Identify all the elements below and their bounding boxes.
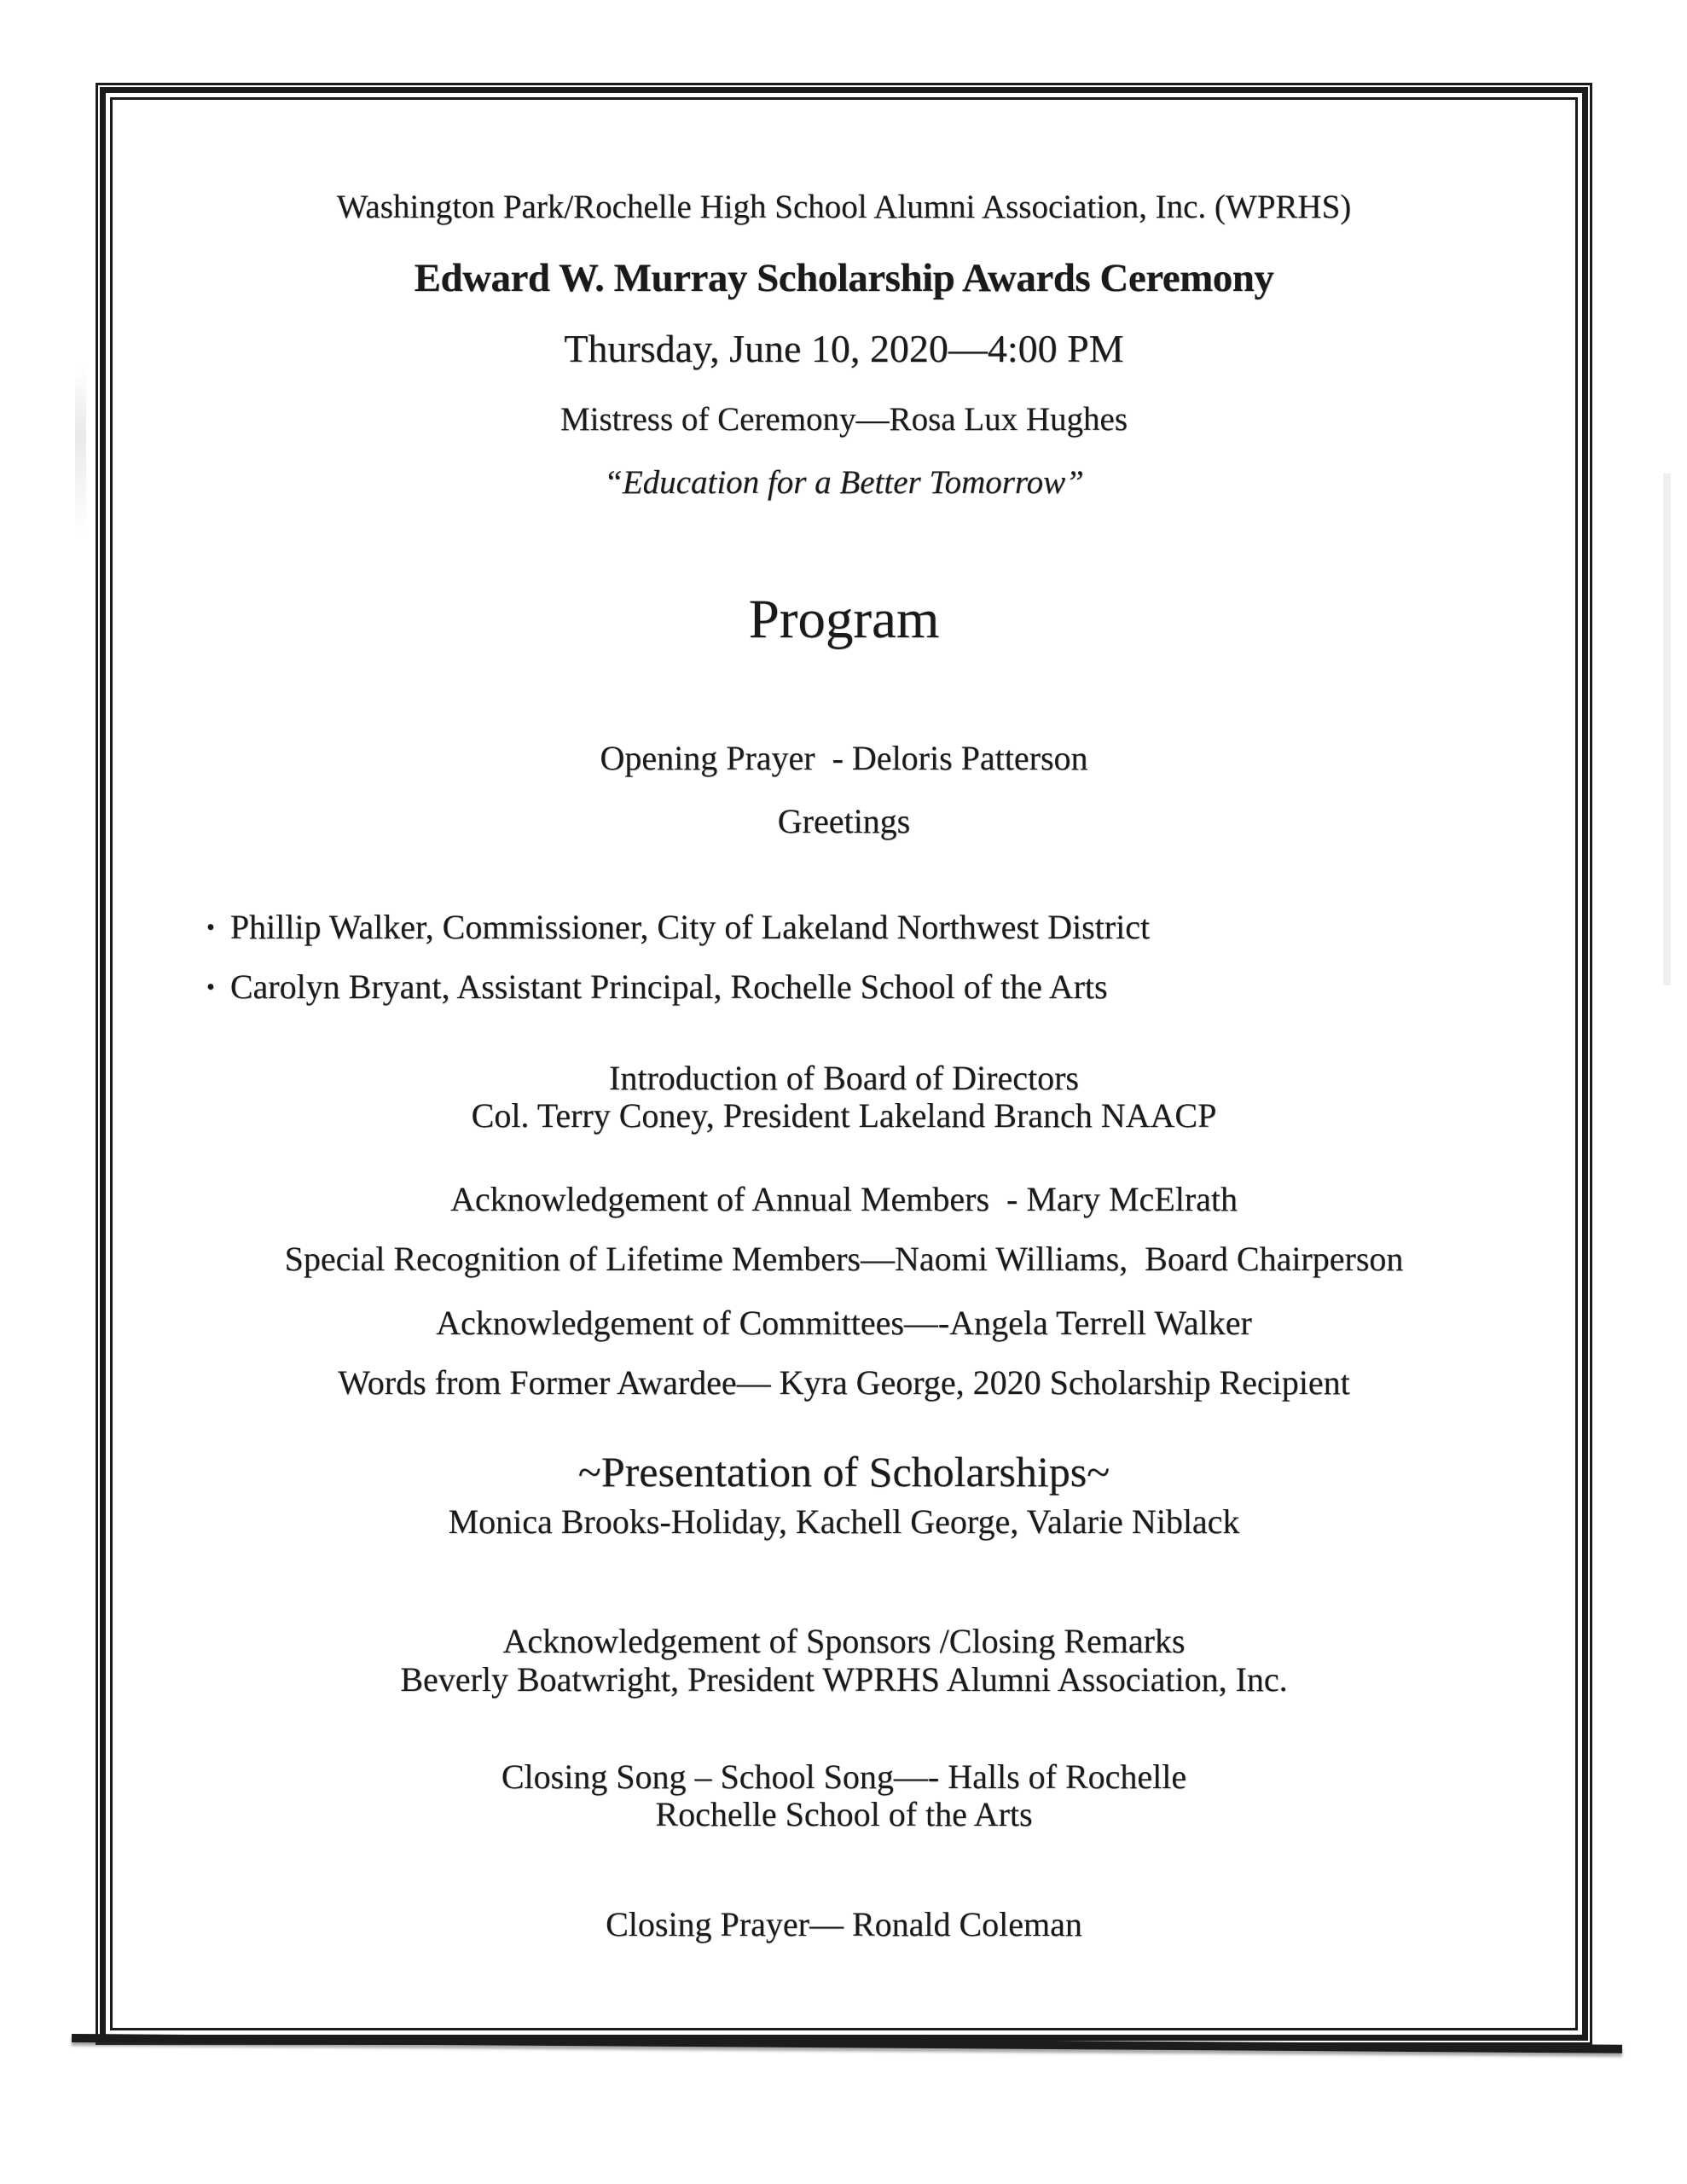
sponsors-line-1: Acknowledgement of Sponsors /Closing Remarks (502, 1622, 1186, 1660)
bullet-icon: • (206, 915, 215, 941)
ceremony-title: Edward W. Murray Scholarship Awards Ceremony (414, 256, 1274, 300)
motto-quote: “Education for a Better Tomorrow” (604, 464, 1084, 501)
presentation-heading: ~Presentation of Scholarships~ (577, 1448, 1110, 1496)
board-introduction-line-1: Introduction of Board of Directors (609, 1059, 1079, 1097)
sponsors-line-2: Beverly Boatwright, President WPRHS Alumni Association, Inc. (400, 1660, 1288, 1699)
closing-song-line-1: Closing Song – School Song—- Halls of Rochelle (501, 1757, 1187, 1796)
scan-streak (1663, 473, 1671, 985)
program-heading: Program (748, 589, 940, 650)
former-awardee-line: Words from Former Awardee— Kyra George, 2020 Scholarship Recipient (338, 1363, 1350, 1402)
closing-prayer-line: Closing Prayer— Ronald Coleman (606, 1905, 1082, 1943)
committees-line: Acknowledgement of Committees—-Angela Terrell Walker (436, 1304, 1252, 1342)
annual-members-line: Acknowledgement of Annual Members - Mary McElrath (449, 1180, 1238, 1218)
scan-smudge (75, 367, 86, 537)
greeter-text: Carolyn Bryant, Assistant Principal, Rochelle School of the Arts (229, 967, 1108, 1006)
presenters-line: Monica Brooks-Holiday, Kachell George, Valarie Niblack (448, 1502, 1240, 1541)
mistress-of-ceremony-line: Mistress of Ceremony—Rosa Lux Hughes (559, 401, 1128, 438)
greeter-text: Phillip Walker, Commissioner, City of Lakeland Northwest District (229, 908, 1151, 946)
greetings-heading: Greetings (777, 802, 911, 840)
org-name-line: Washington Park/Rochelle High School Alumni Association, Inc. (WPRHS) (336, 189, 1352, 225)
event-datetime: Thursday, June 10, 2020—4:00 PM (564, 327, 1124, 370)
closing-song-line-2: Rochelle School of the Arts (655, 1795, 1033, 1833)
lifetime-members-line: Special Recognition of Lifetime Members—Naomi Williams, Board Chairperson (284, 1240, 1404, 1278)
greeter-item (96, 926, 1592, 1048)
opening-prayer-line: Opening Prayer - Deloris Patterson (600, 739, 1088, 777)
board-introduction-line-2: Col. Terry Coney, President Lakeland Branch NAACP (471, 1096, 1217, 1135)
bullet-icon: • (206, 974, 215, 1001)
